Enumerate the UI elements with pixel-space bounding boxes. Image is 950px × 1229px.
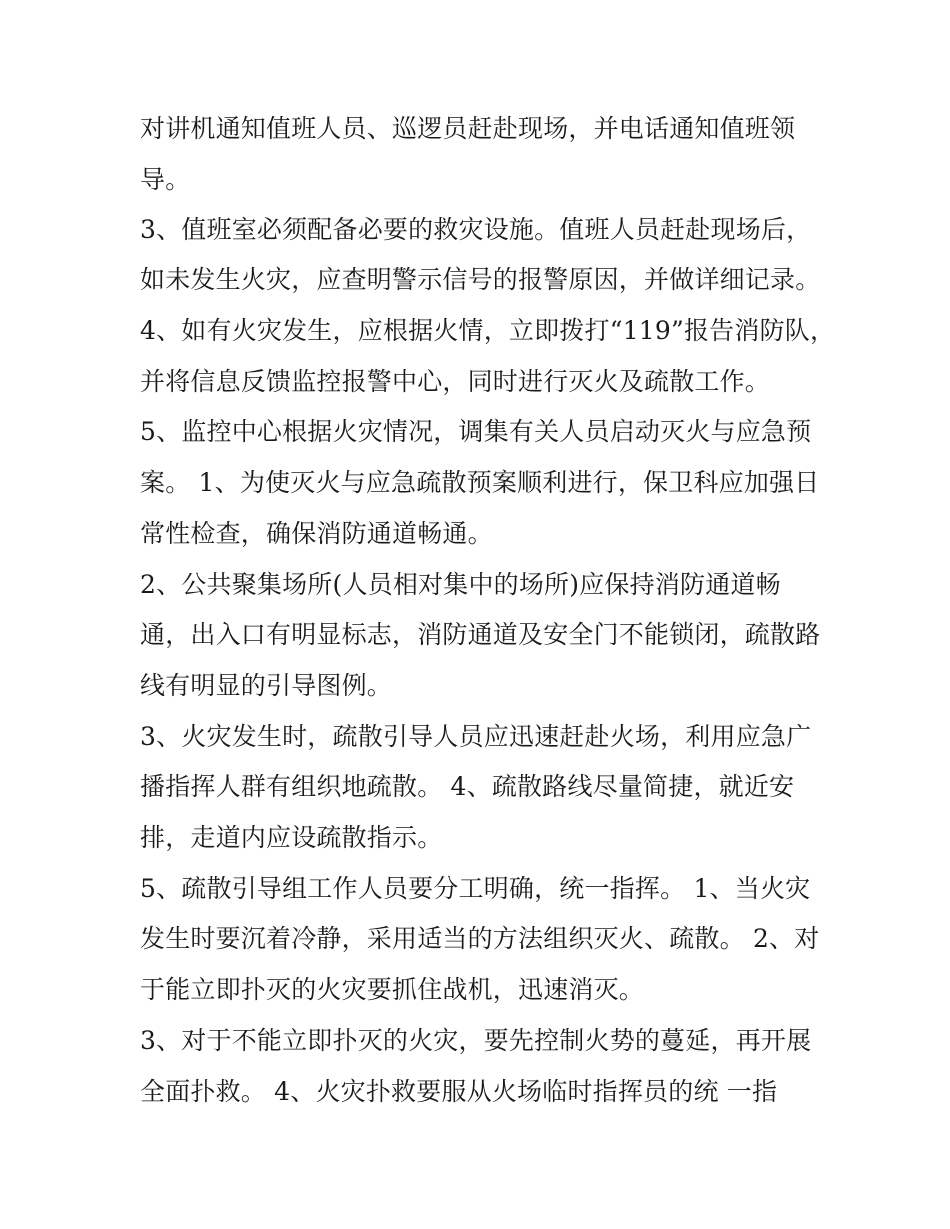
text-line: 案。 1、为使灭火与应急疏散预案顺利进行，保卫科应加强日 (140, 468, 820, 497)
text-line: 5、疏散引导组工作人员要分工明确，统一指挥。 1、当火灾 (140, 874, 811, 903)
text-line: 4、如有火灾发生，应根据火情，立即拨打“119”报告消防队， (140, 316, 836, 345)
text-line: 通，出入口有明显标志，消防通道及安全门不能锁闭，疏散路 (140, 620, 821, 649)
text-line: 如未发生火灾，应查明警示信号的报警原因，并做详细记录。 (140, 265, 821, 294)
text-line: 并将信息反馈监控报警中心，同时进行灭火及疏散工作。 (140, 367, 771, 396)
text-line: 常性检查，确保消防通道畅通。 (140, 519, 493, 548)
text-line: 3、对于不能立即扑灭的火灾，要先控制火势的蔓延，再开展 (140, 1026, 812, 1055)
text-line: 播指挥人群有组织地疏散。 4、疏散路线尽量简捷，就近安 (140, 772, 795, 801)
text-line: 全面扑救。 4、火灾扑救要服从火场临时指挥员的统 一指 (140, 1077, 778, 1106)
text-line: 排，走道内应设疏散指示。 (140, 823, 443, 852)
text-line: 导。 (140, 165, 191, 194)
text-line: 3、火灾发生时，疏散引导人员应迅速赶赴火场，利用应急广 (140, 722, 812, 751)
text-line: 发生时要沉着冷静，采用适当的方法组织灭火、疏散。 2、对 (140, 924, 820, 953)
text-line: 5、监控中心根据火灾情况，调集有关人员启动灭火与应急预 (140, 417, 812, 446)
text-line: 2、公共聚集场所(人员相对集中的场所)应保持消防通道畅 (140, 570, 781, 599)
text-line: 3、值班室必须配备必要的救灾设施。值班人员赶赴现场后， (140, 215, 812, 244)
text-line: 于能立即扑灭的火灾要抓住战机，迅速消灭。 (140, 975, 645, 1004)
text-line: 对讲机通知值班人员、巡逻员赶赴现场，并电话通知值班领 (140, 114, 796, 143)
text-line: 线有明显的引导图例。 (140, 671, 393, 700)
